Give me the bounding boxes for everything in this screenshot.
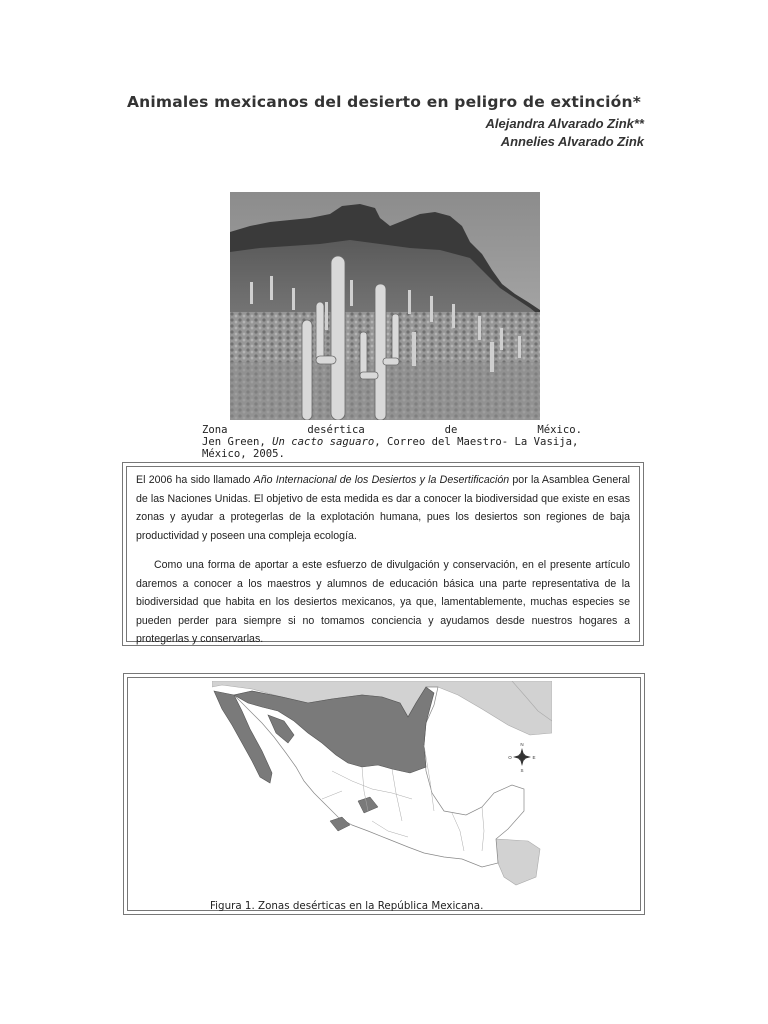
desert-photo — [230, 192, 540, 420]
caption-publisher: , Correo del Maestro- La Vasija, — [374, 436, 579, 448]
intro-paragraph-1 — [136, 471, 633, 545]
intro-p1-start: El 2006 ha sido llamado — [136, 474, 254, 486]
intro-year-name: Año Internacional de los Desiertos y la Desertificación — [253, 474, 510, 486]
figure-caption: Figura 1. Zonas desérticas en la República Mexicana. — [210, 900, 484, 912]
caption-word-4: México. — [537, 424, 582, 436]
figure-box — [123, 673, 645, 915]
caption-word-3: de — [444, 424, 458, 436]
author-1: Alejandra Alvarado Zink** — [485, 116, 644, 131]
intro-box — [122, 462, 644, 646]
intro-box-inner-border — [126, 466, 640, 645]
intro-p1-rest: por la Asamblea General de las Naciones Unidas. El objetivo de esta medida es dar a conocer la biodiversidad que existe en esas zonas y ayudar a protegerlas de la explotación humana, pues los desiertos son regiones de baja productividad y poseen una compleja ecología. — [136, 474, 633, 542]
caption-book-title: Un cacto saguaro — [272, 436, 375, 448]
document-title: Animales mexicanos del desierto en peligro de extinción* — [126, 93, 642, 111]
intro-paragraph-2: Como una forma de aportar a este esfuerzo de divulgación y conservación, en el presente artículo daremos a conocer a los maestros y alumnos de educación básica una parte representativa de la biodiversidad que habita en los desiertos mexicanos, ya que, lamentablemente, muchas especies se pueden perder para siempre si no tomamos conciencia y ayudamos desde nuestros hogares a protegerlas y conservarlas. — [136, 559, 630, 645]
photo-caption-line-3: México, 2005. — [202, 448, 285, 460]
author-2: Annelies Alvarado Zink — [500, 134, 644, 149]
compass-e: E — [532, 755, 536, 760]
compass-s: S — [520, 768, 524, 773]
compass-o: O — [508, 755, 512, 760]
figure-box-inner-border — [127, 677, 641, 911]
compass-n: N — [520, 742, 524, 747]
photo-caption-line-1 — [202, 424, 582, 436]
desert-photo-image — [230, 192, 540, 420]
photo-caption-line-2 — [202, 436, 582, 448]
caption-word-2: desértica — [307, 424, 365, 436]
caption-word-1: Zona — [202, 424, 228, 436]
caption-author: Jen Green, — [202, 436, 273, 448]
mexico-desert-map — [212, 681, 552, 899]
